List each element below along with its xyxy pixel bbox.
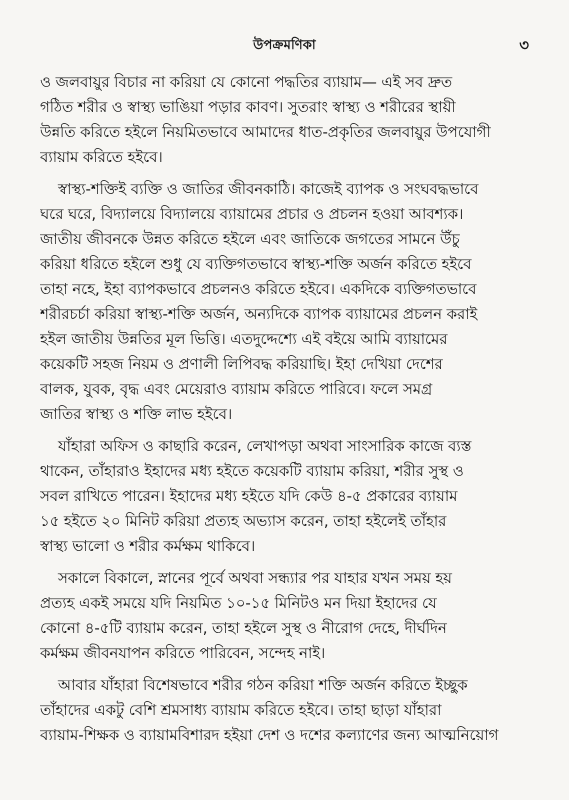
text-line: তাহা নহে, ইহা ব্যাপকভাবে প্রচলনও করিতে হইবে। একদিকে ব্যক্তিগতভাবে: [40, 280, 477, 298]
running-header: [0, 36, 569, 58]
paragraph-3: [40, 434, 540, 559]
paragraph-5: [40, 673, 540, 748]
text-line: জাতীয় জীবনকে উন্নত করিতে হইলে এবং জাতিকে জগতের সামনে উঁচু: [40, 230, 460, 248]
text-line: ব্যায়াম করিতে হইবে।: [40, 148, 163, 166]
text-line: করিয়া ধরিতে হইলে শুধু যে ব্যক্তিগতভাবে স্বাস্থ্য-শক্তি অর্জন করিতে হইবে: [40, 255, 472, 273]
text-line: আবার যাঁহারা বিশেষভাবে শরীর গঠন করিয়া শক্তি অর্জন করিতে ইচ্ছুক: [58, 676, 468, 694]
text-line: ও জলবায়ুর বিচার না করিয়া যে কোনো পদ্ধতির ব্যায়াম— এই সব দ্রুত: [40, 73, 453, 91]
text-line: থাকেন, তাঁহারাও ইহাদের মধ্য হইতে কয়েকটি ব্যায়াম করিয়া, শরীর সুস্থ ও: [40, 462, 464, 480]
text-line: ব্যায়াম-শিক্ষক ও ব্যায়ামবিশারদ হইয়া দেশ ও দশের কল্যাণের জন্য আত্মনিয়োগ: [40, 726, 499, 744]
chapter-title: উপক্রমণিকা: [253, 38, 316, 53]
text-line: ১৫ হইতে ২০ মিনিট করিয়া প্রত্যহ অভ্যাস করেন, তাহা হইলেই তাঁহার: [40, 512, 447, 530]
text-line: কর্মক্ষম জীবনযাপন করিতে পারিবেন, সন্দেহ নাই।: [40, 644, 326, 662]
text-line: প্রত্যহ একই সময়ে যদি নিয়মিত ১০-১৫ মিনিটও মন দিয়া ইহাদের যে: [40, 594, 437, 612]
text-line: তাঁহাদের একটু বেশি শ্রমসাধ্য ব্যায়াম করিতে হইবে। তাহা ছাড়া যাঁহারা: [40, 701, 442, 719]
page-body: [40, 70, 540, 755]
text-line: কোনো ৪-৫টি ব্যায়াম করেন, তাহা হইলে সুস্থ ও নীরোগ দেহে, দীর্ঘদিন: [40, 619, 447, 637]
paragraph-2: [40, 177, 540, 427]
paragraph-1: [40, 70, 540, 170]
text-line: হইল জাতীয় উন্নতির মূল ভিত্তি। এতদুদ্দেশ্যে এই বইয়ে আমি ব্যায়ামের: [40, 330, 448, 348]
text-line: স্বাস্থ্য ভালো ও শরীর কর্মক্ষম থাকিবে।: [40, 537, 256, 555]
paragraph-4: [40, 566, 540, 666]
text-line: উন্নতি করিতে হইলে নিয়মিতভাবে আমাদের ধাত-প্রকৃতির জলবায়ুর উপযোগী: [40, 123, 491, 141]
text-line: বালক, যুবক, বৃদ্ধ এবং মেয়েরাও ব্যায়াম করিতে পারিবে। ফলে সমগ্র: [40, 380, 433, 398]
text-line: যাঁহারা অফিস ও কাছারি করেন, লেখাপড়া অথবা সাংসারিক কাজে ব্যস্ত: [58, 437, 472, 455]
text-line: গঠিত শরীর ও স্বাস্থ্য ভাঙিয়া পড়ার কাবণ। সুতরাং স্বাস্থ্য ও শরীরের স্থায়ী: [40, 98, 456, 116]
text-line: সকালে বিকালে, স্নানের পূর্বে অথবা সন্ধ্যার পর যাহার যখন সময় হয়: [58, 569, 452, 587]
text-line: সবল রাখিতে পারেন। ইহাদের মধ্য হইতে যদি কেউ ৪-৫ প্রকারের ব্যায়াম: [40, 487, 458, 505]
text-line: শরীরচর্চা করিয়া স্বাস্থ্য-শক্তি অর্জন, অন্যদিকে ব্যাপক ব্যায়ামের প্রচলন করাই: [40, 305, 478, 323]
page-number: ৩: [519, 36, 529, 54]
text-line: স্বাস্থ্য-শক্তিই ব্যক্তি ও জাতির জীবনকাঠি। কাজেই ব্যাপক ও সংঘবদ্ধভাবে: [58, 180, 479, 198]
text-line: জাতির স্বাস্থ্য ও শক্তি লাভ হইবে।: [40, 405, 233, 423]
text-line: ঘরে ঘরে, বিদ্যালয়ে বিদ্যালয়ে ব্যায়ামের প্রচার ও প্রচলন হওয়া আবশ্যক।: [40, 205, 464, 223]
text-line: কয়েকটি সহজ নিয়ম ও প্রণালী লিপিবদ্ধ করিয়াছি। ইহা দেখিয়া দেশের: [40, 355, 443, 373]
